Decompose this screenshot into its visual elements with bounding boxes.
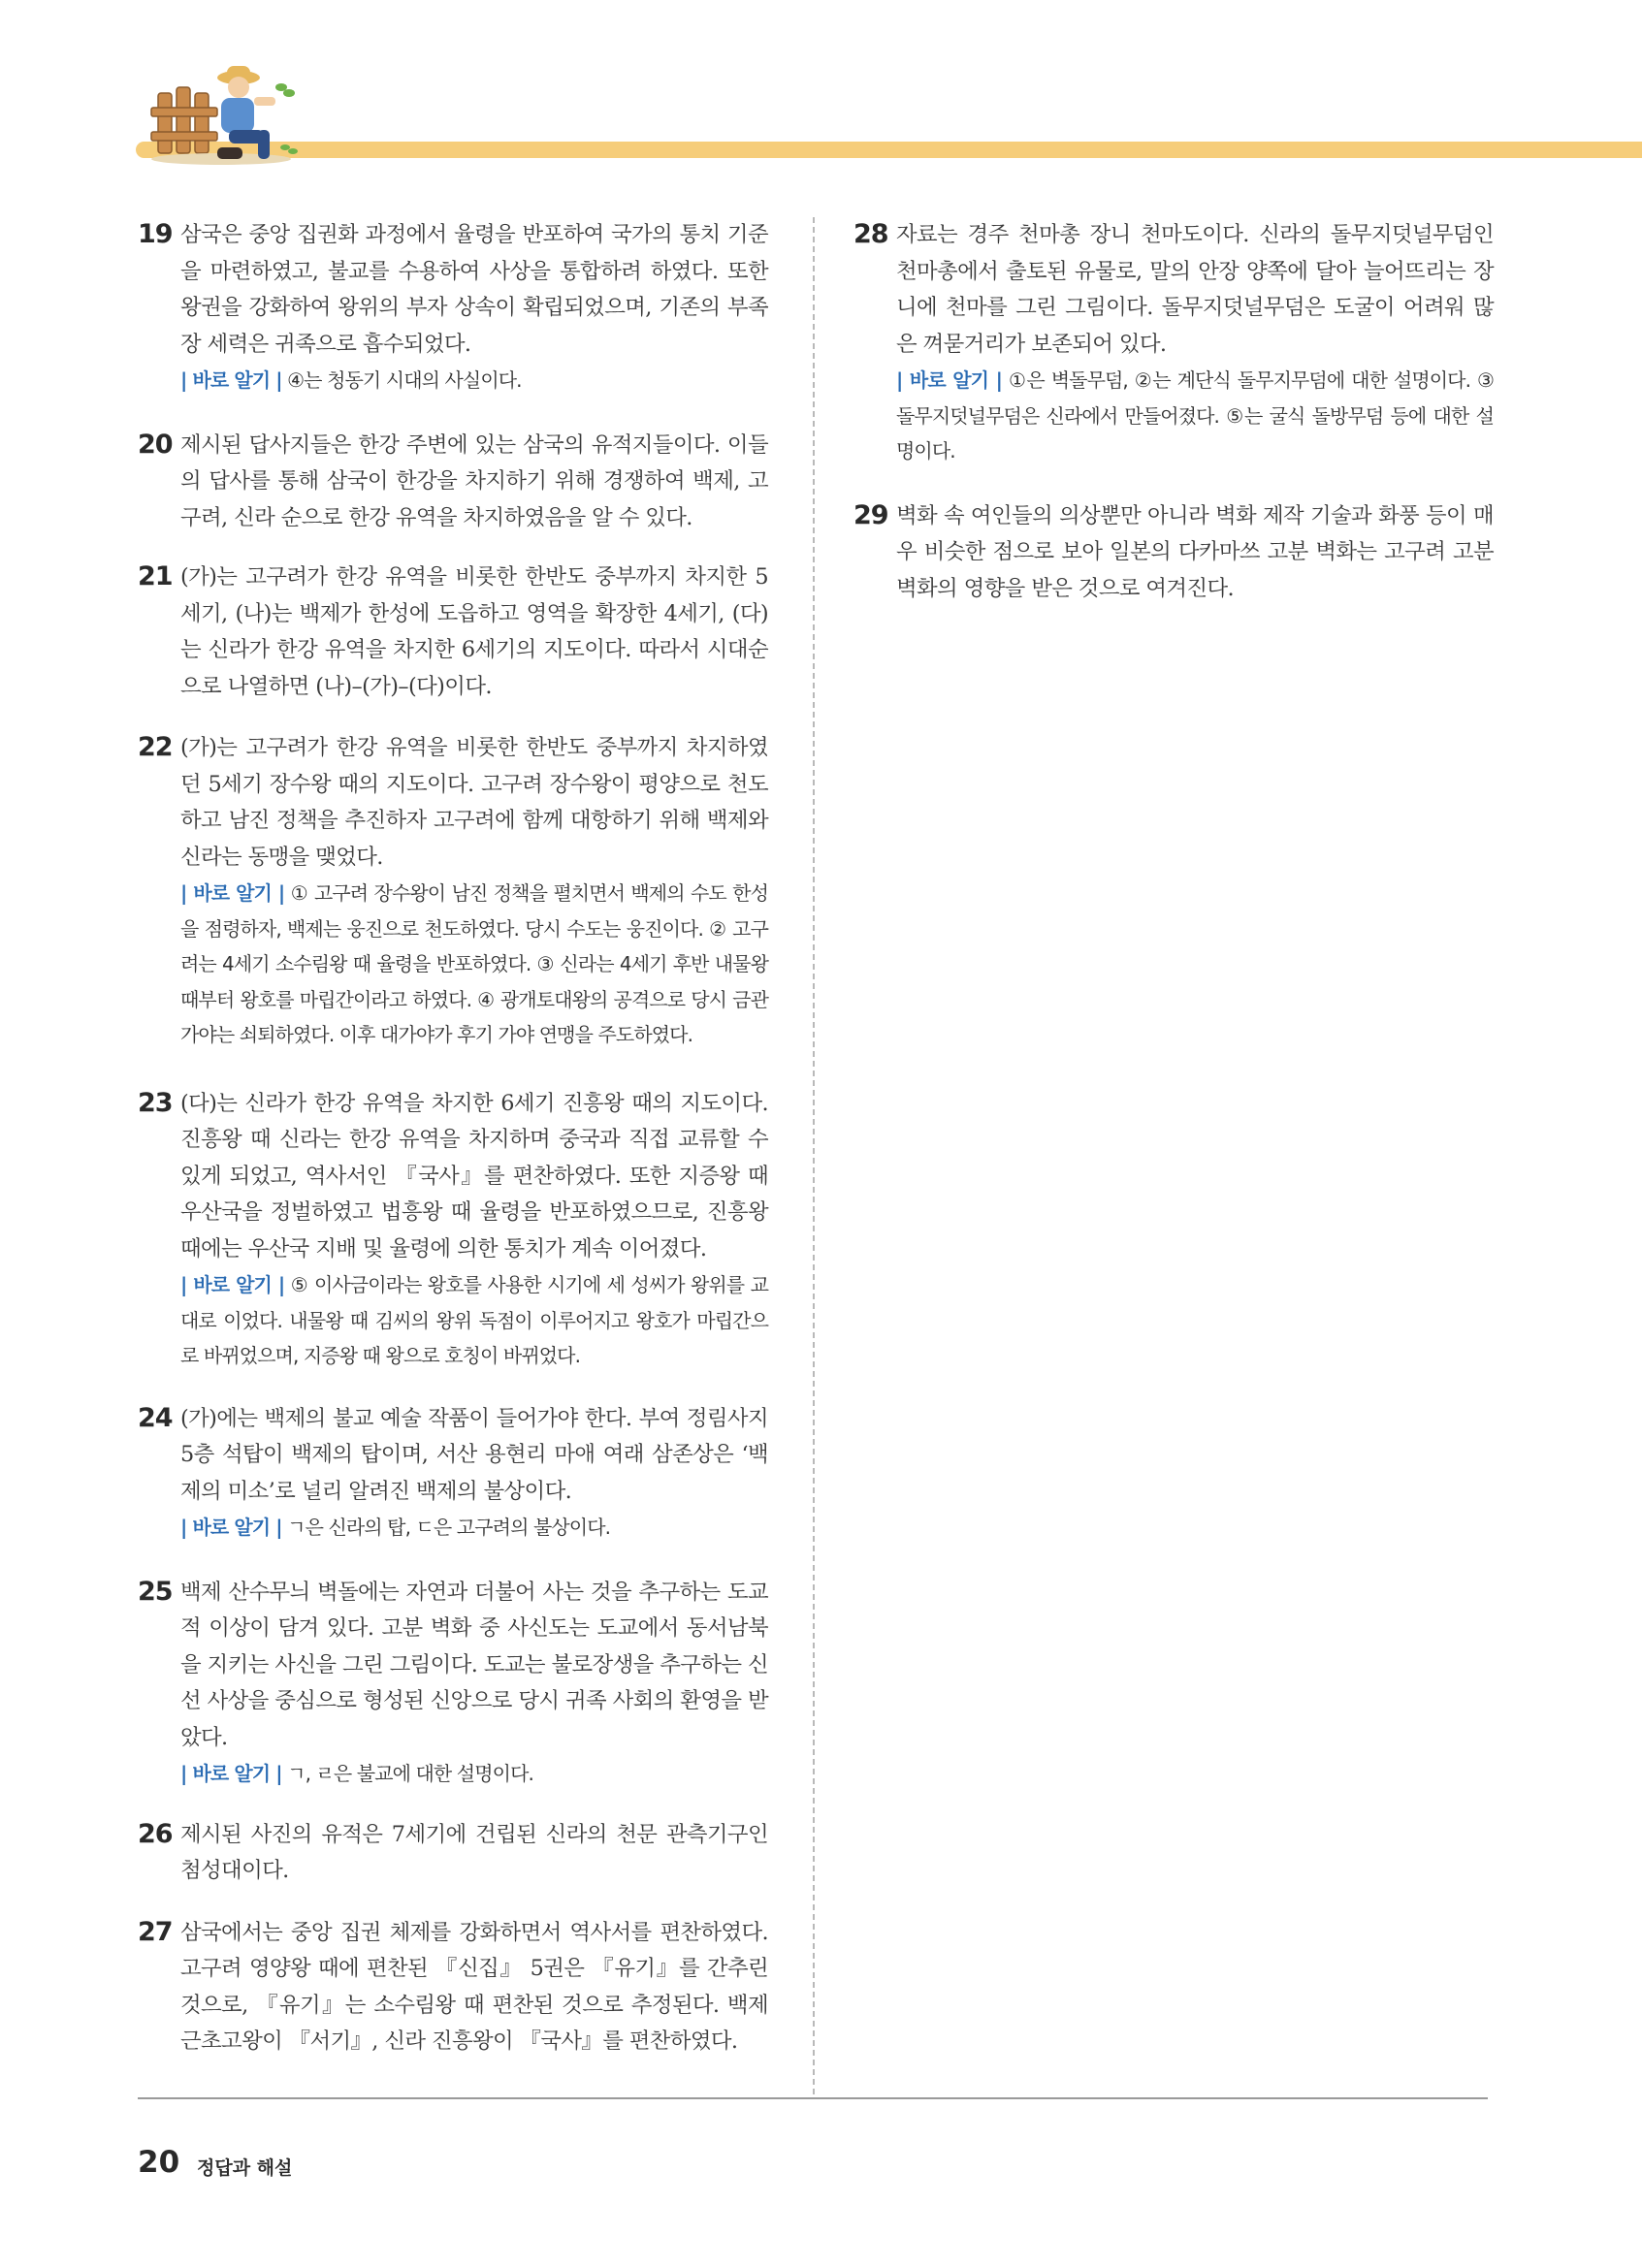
answer-entry-20 (138, 428, 768, 537)
answer-entry-21 (138, 559, 768, 705)
question-number: 29 (853, 499, 888, 530)
correction-note (180, 876, 768, 1053)
footer-rule (138, 2097, 1488, 2099)
question-number: 24 (138, 1402, 173, 1433)
explanation-text: (다)는 신라가 한강 유역을 차지한 6세기 진흥왕 때의 지도이다. 진흥왕 때 신라는 한강 유역을 차지하며 중국과 직접 교류할 수 있게 되었고, 역사서인 『국사』를 편찬하였다. 또한 지증왕 때 우산국을 정벌하였고 법흥왕 때 율령을 반포하였으므로, 진흥왕 때에는 우산국 지배 및 율령에 의한 통치가 계속 이어졌다. (180, 1090, 768, 1262)
right-column (853, 217, 1494, 607)
correction-note (180, 1756, 768, 1792)
section-label: 정답과 해설 (197, 2157, 293, 2179)
question-number: 26 (138, 1818, 173, 1849)
note-label: | 바로 알기 | (180, 1273, 285, 1296)
question-number: 21 (138, 561, 173, 591)
explanation-text: 제시된 답사지들은 한강 주변에 있는 삼국의 유적지들이다. 이들의 답사를 통해 삼국이 한강을 차지하기 위해 경쟁하여 백제, 고구려, 신라 순으로 한강 유역을 차지하였음을 알 수 있다. (180, 431, 768, 530)
correction-note (180, 1267, 768, 1374)
answer-entry-24 (138, 1401, 768, 1546)
note-label: | 바로 알기 | (896, 368, 1003, 392)
explanation-text: 백제 산수무늬 벽돌에는 자연과 더불어 사는 것을 추구하는 도교적 이상이 담겨 있다. 고분 벽화 중 사신도는 도교에서 동서남북을 지키는 사신을 그린 그림이다. 도교는 불로장생을 추구하는 신선 사상을 중심으로 형성된 신앙으로 당시 귀족 사회의 환영을 받았다. (180, 1579, 768, 1750)
note-label: | 바로 알기 | (180, 1762, 282, 1785)
question-number: 20 (138, 429, 173, 460)
answer-entry-19 (138, 217, 768, 399)
answer-entry-28 (853, 217, 1494, 469)
note-text: ㄱ은 신라의 탑, ㄷ은 고구려의 불상이다. (287, 1516, 611, 1539)
note-text: ⑤ 이사금이라는 왕호를 사용한 시기에 세 성씨가 왕위를 교대로 이었다. 내물왕 때 김씨의 왕위 독점이 이루어지고 왕호가 마립간으로 바뀌었으며, 지증왕 때 왕으로 호칭이 바뀌었다. (180, 1273, 768, 1367)
left-column (138, 217, 768, 2060)
answer-entry-23 (138, 1086, 768, 1374)
question-number: 23 (138, 1087, 173, 1118)
note-label: | 바로 알기 | (180, 1516, 282, 1539)
note-label: | 바로 알기 | (180, 881, 285, 905)
question-number: 27 (138, 1916, 173, 1947)
note-text: ①은 벽돌무덤, ②는 계단식 돌무지무덤에 대한 설명이다. ③ 돌무지덧널무덤은 신라에서 만들어졌다. ⑤는 굴식 돌방무덤 등에 대한 설명이다. (896, 368, 1494, 463)
column-divider (813, 217, 815, 2094)
explanation-text: 벽화 속 여인들의 의상뿐만 아니라 벽화 제작 기술과 화풍 등이 매우 비슷한 점으로 보아 일본의 다카마쓰 고분 벽화는 고구려 고분 벽화의 영향을 받은 것으로 여겨진다. (896, 502, 1494, 601)
header-accent-bar (136, 142, 1642, 158)
correction-note (896, 363, 1494, 469)
note-text: ① 고구려 장수왕이 남진 정책을 펼치면서 백제의 수도 한성을 점령하자, 백제는 웅진으로 천도하였다. 당시 수도는 웅진이다. ② 고구려는 4세기 소수림왕 때 율령을 반포하였다. ③ 신라는 4세기 후반 내물왕 때부터 왕호를 마립간이라고 하였다. ④ 광개토대왕의 공격으로 당시 금관가야는 쇠퇴하였다. 이후 대가야가 후기 가야 연맹을 주도하였다. (180, 881, 768, 1046)
answer-entry-27 (138, 1915, 768, 2060)
answer-entry-29 (853, 498, 1494, 608)
explanation-text: (가)는 고구려가 한강 유역을 비롯한 한반도 중부까지 차지한 5세기, (나)는 백제가 한성에 도읍하고 영역을 확장한 4세기, (다)는 신라가 한강 유역을 차지한 6세기의 지도이다. 따라서 시대순으로 나열하면 (나)–(가)–(다)이다. (180, 564, 768, 699)
question-number: 25 (138, 1576, 173, 1607)
note-label: | 바로 알기 | (180, 368, 282, 392)
question-number: 28 (853, 219, 888, 249)
explanation-text: 삼국에서는 중앙 집권 체제를 강화하면서 역사서를 편찬하였다. 고구려 영양왕 때에 편찬된 『신집』 5권은 『유기』를 간추린 것으로, 『유기』는 소수림왕 때 편찬된 것으로 추정된다. 백제 근초고왕이 『서기』, 신라 진흥왕이 『국사』를 편찬하였다. (180, 1919, 768, 2054)
explanation-text: 제시된 사진의 유적은 7세기에 건립된 신라의 천문 관측기구인 첨성대이다. (180, 1821, 768, 1883)
question-number: 19 (138, 219, 173, 249)
note-text: ㄱ, ㄹ은 불교에 대한 설명이다. (287, 1762, 533, 1785)
correction-note (180, 1510, 768, 1546)
explanation-text: (가)에는 백제의 불교 예술 작품이 들어가야 한다. 부여 정림사지 5층 석탑이 백제의 탑이며, 서산 용현리 마애 여래 삼존상은 ‘백제의 미소’로 널리 알려진 백제의 불상이다. (180, 1405, 768, 1504)
note-text: ④는 청동기 시대의 사실이다. (287, 368, 522, 392)
answer-entry-22 (138, 730, 768, 1053)
question-number: 22 (138, 732, 173, 762)
page-number: 20 (138, 2145, 180, 2180)
answer-entry-25 (138, 1575, 768, 1792)
explanation-text: (가)는 고구려가 한강 유역을 비롯한 한반도 중부까지 차지하였던 5세기 장수왕 때의 지도이다. 고구려 장수왕이 평양으로 천도하고 남진 정책을 추진하자 고구려에 함께 대항하기 위해 백제와 신라는 동맹을 맺었다. (180, 735, 768, 870)
gardener-illustration (144, 54, 299, 166)
answer-entry-26 (138, 1817, 768, 1890)
explanation-text: 자료는 경주 천마총 장니 천마도이다. 신라의 돌무지덧널무덤인 천마총에서 출토된 유물로, 말의 안장 양쪽에 달아 늘어뜨리는 장니에 천마를 그린 그림이다. 돌무지덧널무덤은 도굴이 어려워 많은 껴묻거리가 보존되어 있다. (896, 222, 1494, 357)
correction-note (180, 363, 768, 399)
explanation-text: 삼국은 중앙 집권화 과정에서 율령을 반포하여 국가의 통치 기준을 마련하였고, 불교를 수용하여 사상을 통합하려 하였다. 또한 왕권을 강화하여 왕위의 부자 상속이 확립되었으며, 기존의 부족장 세력은 귀족으로 흡수되었다. (180, 222, 768, 357)
